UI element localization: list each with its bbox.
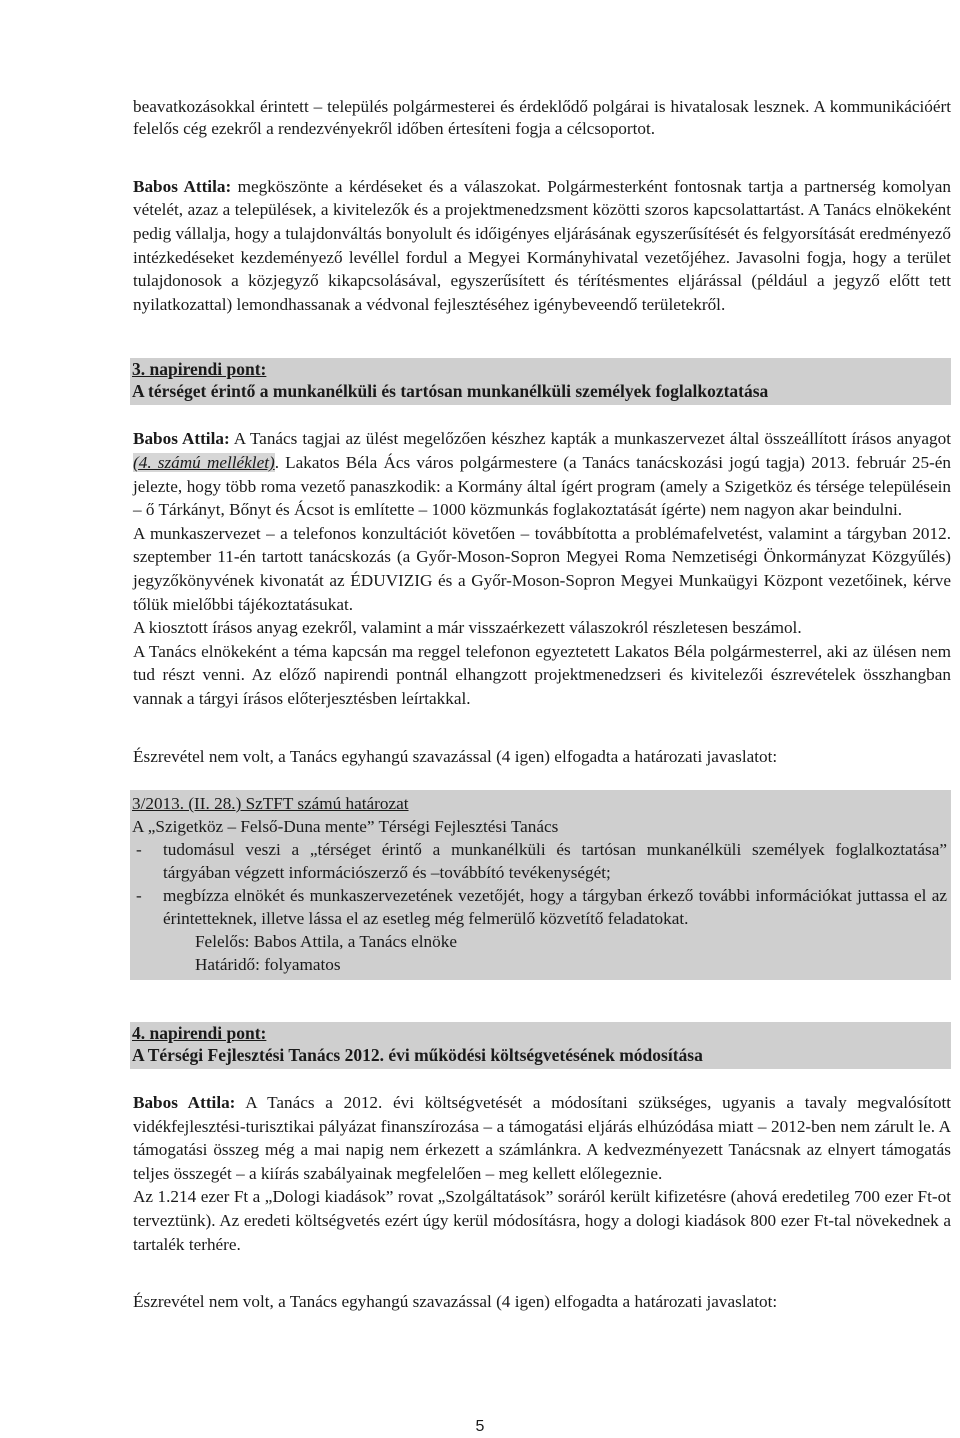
section-number: 3. napirendi pont: xyxy=(132,359,267,380)
bullet-dash: - xyxy=(136,840,142,860)
resolution-intro: A „Szigetköz – Felső-Duna mente” Térségi Fejlesztési Tanács xyxy=(132,817,559,837)
babos-paragraph-1 xyxy=(133,175,951,317)
section-3-heading xyxy=(130,358,951,405)
speaker-name: Babos Attila: xyxy=(133,429,230,449)
resolution-item-text: megbízza elnökét és munkaszervezetének vezetőjét, hogy a tárgyban érkező további információkat juttassa el az érintetteknek, illetve lássa el az esetleg még felmerülő közvetítő feladatokat. xyxy=(163,886,947,929)
speaker-name: Babos Attila: xyxy=(133,1093,236,1113)
document-page xyxy=(133,96,951,1314)
speech-text-cont: . Lakatos Béla Ács város polgármestere (a Tanács tanácskozási jogú tagja) 2013. február 25-én jelezte, hogy több roma vezető panaszkodik: a Kormány által ígért program (amely a Szigetköz és térsége településein – ő Tárkányt, Bőnyt és Ácsot is említette – 1000 közmunkás foglakoztatását ígérte) nem nagyon akar beindulni. xyxy=(133,452,951,520)
section-4-heading xyxy=(130,1022,951,1069)
intro-paragraph: beavatkozásokkal érintett – település polgármesterei és érdeklődő polgárai is hivatalosak lesznek. A kommunikációért felelős cég ezekről a rendezvényekről időben értesíteni fogja a célcsoportot. xyxy=(133,97,951,139)
bullet-dash: - xyxy=(136,886,142,906)
babos-paragraph-2 xyxy=(133,427,951,521)
babos-paragraph-3 xyxy=(133,1091,951,1185)
resolution-item xyxy=(132,884,947,930)
section-title: A térséget érintő a munkanélküli és tartósan munkanélküli személyek foglalkoztatása xyxy=(132,381,769,402)
paragraph-tanacs: A Tanács elnökeként a téma kapcsán ma reggel telefonon egyeztetett Lakatos Béla polgármesterrel, aki az ülésen nem tud részt venni. Az előző napirendi pontnál elhangzott projektmenedzseri és kivitelezői észrevételek összhangban vannak a tárgyi írásos előterjesztésben leírtakkal. xyxy=(133,641,951,708)
speech-text: A Tanács tagjai az ülést megelőzően készhez kapták a munkaszervezet által összeállított írásos anyagot xyxy=(229,429,951,449)
section-title: A Térségi Fejlesztési Tanács 2012. évi működési költségvetésének módosítása xyxy=(132,1045,703,1066)
vote-statement-1: Észrevétel nem volt, a Tanács egyhangú szavazással (4 igen) elfogadta a határozati javaslatot: xyxy=(133,746,778,766)
attachment-reference: (4. számú melléklet) xyxy=(133,452,275,472)
paragraph-munkaszervezet: A munkaszervezet – a telefonos konzultációt követően – továbbította a problémafelvetést, valamint a tárgyban 2012. szeptember 11-én tartott tanácskozás (a Győr-Moson-Sopron Megyei Roma Nemzetiségi Önkormányzat Közgyűlés) jegyzőkönyvének kivonatát az ÉDUVIZIG és a Győr-Moson-Sopron Megyei Munkaügyi Központ vezetőinek, kérve tőlük mielőbbi tájékoztatásukat. xyxy=(133,523,951,614)
page-number: 5 xyxy=(475,1418,485,1435)
resolution-heading: 3/2013. (II. 28.) SzTFT számú határozat xyxy=(132,794,409,814)
speaker-name: Babos Attila: xyxy=(133,176,232,196)
resolution-item xyxy=(132,838,947,884)
resolution-box xyxy=(130,790,951,980)
section-number: 4. napirendi pont: xyxy=(132,1023,267,1044)
speech-text: A Tanács a 2012. évi költségvetését a módosítani szükséges, ugyanis a tavaly megvalósított vidékfejlesztési-turisztikai pályázat finanszírozása – a támogatási eljárás elhúzódása miatt – 2012-ben nem zárult le. A támogatási összeg még a mai napig nem érkezett a számlánkra. A kedvezményezett Tanácsnak az elnyert támogatás teljes összegét – a kiírás szabályainak megfelelően – meg kellett előlegeznie. xyxy=(133,1093,951,1183)
resolution-item-text: tudomásul veszi a „térséget érintő a munkanélküli és tartósan munkanélküli személyek foglalkoztatása” tárgyában végzett információszerző és –továbbító tevékenységét; xyxy=(163,840,947,883)
resolution-deadline: Határidő: folyamatos xyxy=(195,955,341,975)
paragraph-1214: Az 1.214 ezer Ft a „Dologi kiadások” rovat „Szolgáltatások” soráról került kifizetésre (ahová eredetileg 700 ezer Ft-ot terveztünk). Az eredeti költségvetés ezért úgy kerül módosításra, hogy a dologi kiadások 800 ezer Ft-tal növekednek a tartalék terhére. xyxy=(133,1187,951,1254)
speech-text: megköszönte a kérdéseket és a válaszokat. Polgármesterként fontosnak tartja a partnerség komolyan vételét, azaz a települések, a kivitelezők és a projektmenedzsment közötti szoros kapcsolattartást. A Tanács elnökeként pedig vállalja, hogy a tulajdonváltás bonyolult és időigényes eljárásának egyszerűsítését és felgyorsítását eredményező intézkedéseket kezdeményező levéllel fordul a Megyei Kormányhivatal vezetőjéhez. Javasolni fogja, hogy a terület tulajdonosok a közjegyző kikapcsolásával, egyszerűsített és térítésmentes eljárással (például a jegyző előtt tett nyilatkozattal) lemondhassanak a védvonal fejlesztéséhez igénybeveendő területekről. xyxy=(133,176,951,314)
vote-statement-2: Észrevétel nem volt, a Tanács egyhangú szavazással (4 igen) elfogadta a határozati javaslatot: xyxy=(133,1292,778,1312)
resolution-responsible: Felelős: Babos Attila, a Tanács elnöke xyxy=(195,932,457,952)
paragraph-kiosztott: A kiosztott írásos anyag ezekről, valamint a már visszaérkezett válaszokról részletesen beszámol. xyxy=(133,618,802,638)
